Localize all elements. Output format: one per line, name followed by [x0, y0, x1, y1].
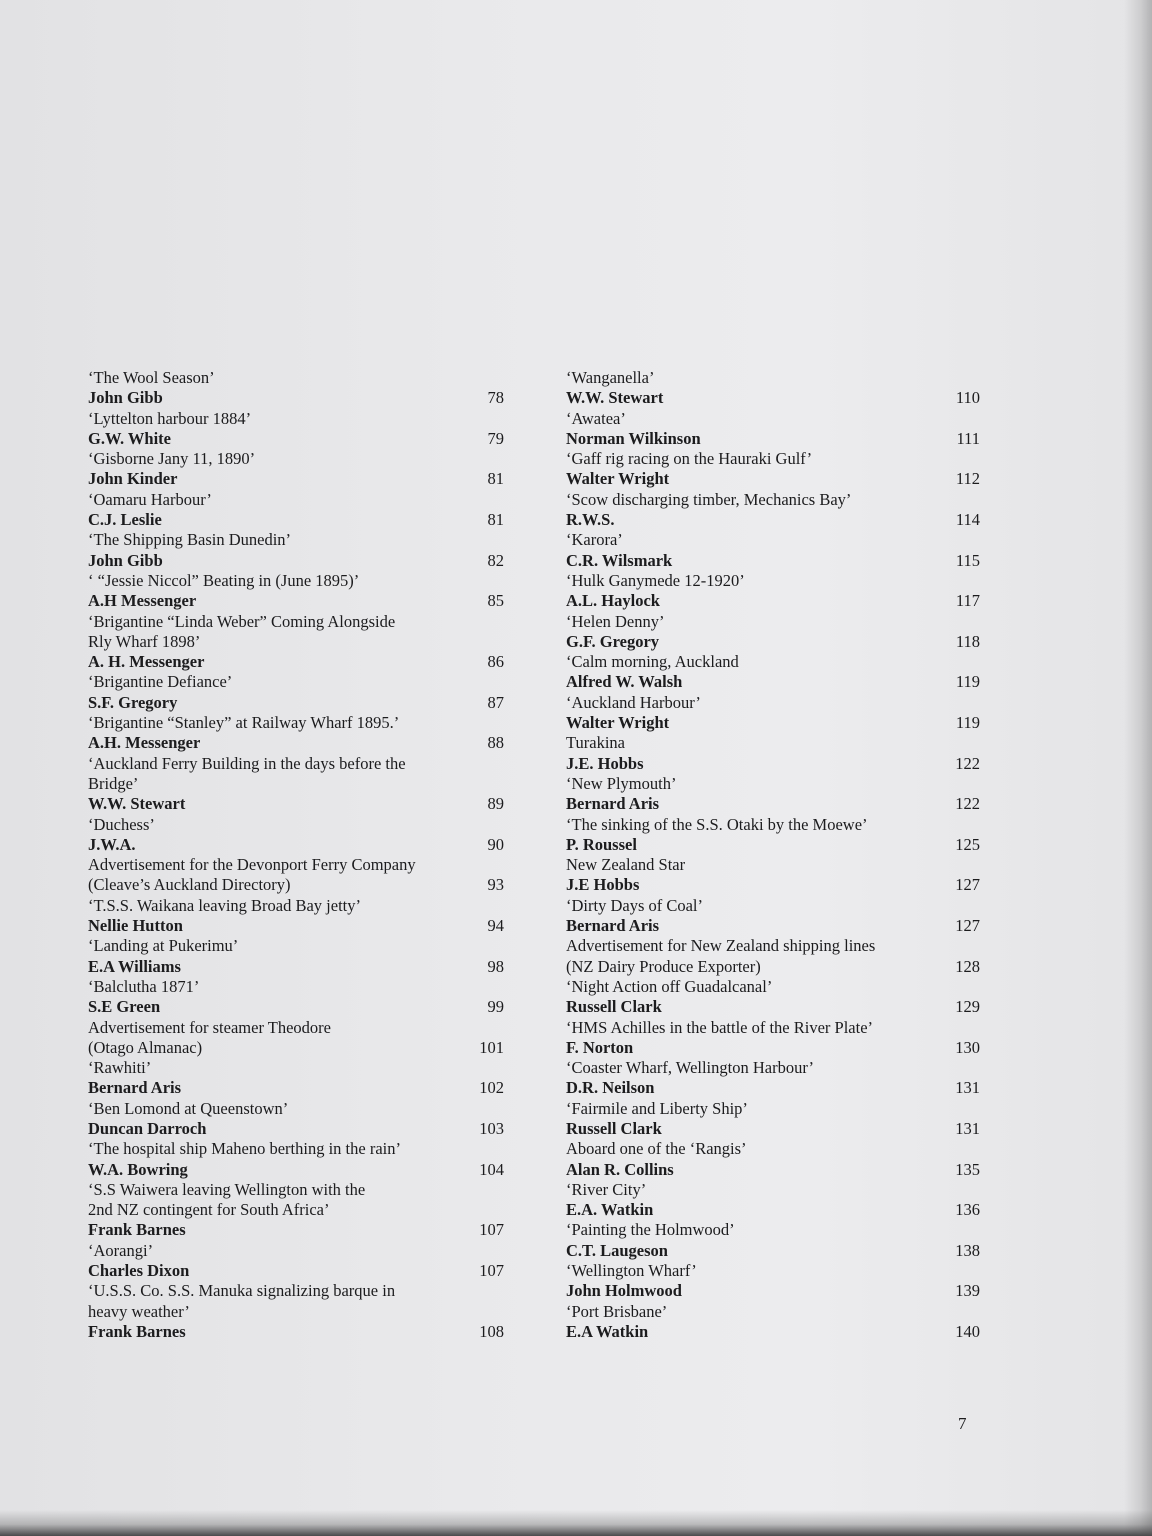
artwork-title: ‘River City’: [566, 1179, 647, 1199]
title-entry: [566, 652, 980, 672]
artist-name: C.T. Laugeson: [566, 1240, 668, 1260]
artist-name: C.R. Wilsmark: [566, 550, 673, 570]
artist-name: P. Roussel: [566, 834, 637, 854]
artist-entry: [566, 875, 980, 895]
artist-name: Alfred W. Walsh: [566, 672, 683, 692]
artwork-title: ‘Coaster Wharf, Wellington Harbour’: [566, 1058, 814, 1078]
artist-name: John Gibb: [88, 388, 163, 408]
artist-entry: [566, 1281, 980, 1301]
artist-name: Walter Wright: [566, 469, 670, 489]
artist-entry: [88, 1220, 504, 1240]
page-ref: 79: [487, 428, 504, 448]
artwork-title: ‘Port Brisbane’: [566, 1301, 668, 1321]
title-entry: [88, 1099, 504, 1119]
artist-entry: [566, 754, 980, 774]
page-number: 7: [958, 1414, 967, 1433]
page-ref: 90: [487, 834, 504, 854]
title-entry: [566, 1261, 980, 1281]
artist-entry: [566, 551, 980, 571]
title-entry: [88, 754, 504, 774]
artist-name: Bernard Aris: [88, 1078, 182, 1098]
page-ref: 93: [487, 875, 504, 895]
title-entry: [88, 530, 504, 550]
artwork-title: ‘Scow discharging timber, Mechanics Bay’: [566, 489, 852, 509]
artist-entry: [88, 997, 504, 1017]
artist-entry: [566, 1119, 980, 1139]
artwork-title: New Zealand Star: [566, 855, 686, 875]
page-ref: 114: [955, 510, 980, 530]
artist-entry: [566, 591, 980, 611]
page-ref: 127: [955, 875, 980, 895]
page-ref: 117: [955, 591, 980, 611]
page-ref: 82: [487, 550, 504, 570]
artist-name: Bernard Aris: [566, 794, 660, 814]
title-entry: [88, 1241, 504, 1261]
title-entry: [88, 815, 504, 835]
page-ref: 101: [479, 1037, 504, 1057]
artist-entry: [88, 1322, 504, 1342]
title-entry: [88, 1302, 504, 1322]
artist-entry: [88, 733, 504, 753]
page-ref: 107: [479, 1220, 504, 1240]
artwork-title: ‘Lyttelton harbour 1884’: [88, 408, 252, 428]
artist-name: Russell Clark: [566, 1118, 662, 1138]
artist-name: C.J. Leslie: [88, 510, 162, 530]
page-ref: 136: [955, 1200, 980, 1220]
artist-name: R.W.S.: [566, 510, 615, 530]
page-ref: 135: [955, 1159, 980, 1179]
artist-name: Duncan Darroch: [88, 1118, 207, 1138]
page-ref: 99: [487, 997, 504, 1017]
page-ref: 122: [955, 753, 980, 773]
artwork-title: ‘Ben Lomond at Queenstown’: [88, 1098, 289, 1118]
artist-entry: [566, 388, 980, 408]
page-ref: 98: [487, 956, 504, 976]
title-entry: [566, 1302, 980, 1322]
page-ref: 102: [479, 1078, 504, 1098]
artwork-title: Turakina: [566, 733, 625, 753]
page-ref: 78: [487, 388, 504, 408]
title-entry: [566, 855, 980, 875]
artwork-title: ‘Fairmile and Liberty Ship’: [566, 1098, 748, 1118]
title-entry: [88, 1281, 504, 1301]
title-entry: [88, 612, 504, 632]
page-ref: 125: [955, 834, 980, 854]
title-entry: [566, 957, 980, 977]
artwork-title: ‘Aorangi’: [88, 1240, 154, 1260]
title-entry: [88, 571, 504, 591]
page-ref: 89: [487, 794, 504, 814]
page-ref: 112: [955, 469, 980, 489]
title-entry: [88, 1139, 504, 1159]
artwork-title: ‘Auckland Harbour’: [566, 692, 701, 712]
artwork-title: ‘Duchess’: [88, 814, 155, 834]
artwork-title: ‘T.S.S. Waikana leaving Broad Bay jetty’: [88, 895, 361, 915]
page-ref: 131: [955, 1078, 980, 1098]
artist-name: J.W.A.: [88, 834, 136, 854]
artist-name: A. H. Messenger: [88, 652, 205, 672]
page-ref: 87: [487, 692, 504, 712]
page-ref: 128: [955, 956, 980, 976]
artist-name: A.H Messenger: [88, 591, 197, 611]
artwork-title: Advertisement for steamer Theodore: [88, 1017, 331, 1037]
artwork-title: ‘The Wool Season’: [88, 368, 215, 387]
artwork-title: ‘The sinking of the S.S. Otaki by the Moewe’: [566, 814, 868, 834]
artist-entry: [566, 1322, 980, 1342]
artist-entry: [566, 1078, 980, 1098]
title-entry: [88, 1180, 504, 1200]
artwork-title: ‘Brigantine Defiance’: [88, 672, 233, 692]
title-entry: [566, 774, 980, 794]
artist-name: E.A. Watkin: [566, 1200, 654, 1220]
artwork-title: ‘Auckland Ferry Building in the days before the: [88, 753, 406, 773]
page-ref: 108: [479, 1321, 504, 1341]
artist-name: John Holmwood: [566, 1281, 682, 1301]
artist-name: A.L. Haylock: [566, 591, 660, 611]
page-ref: 107: [479, 1261, 504, 1281]
artist-entry: [88, 835, 504, 855]
artist-name: Walter Wright: [566, 713, 670, 733]
title-entry: [566, 733, 980, 753]
artist-name: G.F. Gregory: [566, 631, 660, 651]
title-entry: [88, 1200, 504, 1220]
artwork-title: Aboard one of the ‘Rangis’: [566, 1139, 747, 1159]
artist-entry: [88, 551, 504, 571]
artist-entry: [566, 1160, 980, 1180]
artist-entry: [566, 632, 980, 652]
artwork-title: ‘Wanganella’: [566, 368, 655, 387]
page-ref: 104: [479, 1159, 504, 1179]
title-entry: [88, 490, 504, 510]
artist-name: J.E. Hobbs: [566, 753, 644, 773]
artist-name: Alan R. Collins: [566, 1159, 674, 1179]
artwork-title: ‘Hulk Ganymede 12-1920’: [566, 570, 745, 590]
artwork-title: ‘New Plymouth’: [566, 773, 677, 793]
artist-entry: [566, 469, 980, 489]
artwork-title: ‘Landing at Pukerimu’: [88, 936, 239, 956]
title-entry: [566, 1058, 980, 1078]
page-ref: 119: [955, 713, 980, 733]
artwork-title: (NZ Dairy Produce Exporter): [566, 956, 761, 976]
artwork-title: Bridge’: [88, 773, 139, 793]
title-entry: [566, 936, 980, 956]
artwork-title: ‘Gaff rig racing on the Hauraki Gulf’: [566, 449, 813, 469]
title-entry: [88, 875, 504, 895]
artist-name: G.W. White: [88, 428, 171, 448]
title-entry: [566, 571, 980, 591]
title-entry: [566, 1220, 980, 1240]
artist-name: S.F. Gregory: [88, 692, 178, 712]
title-entry: [566, 530, 980, 550]
artwork-title: ‘The Shipping Basin Dunedin’: [88, 530, 292, 550]
artwork-title: ‘S.S Waiwera leaving Wellington with the: [88, 1179, 366, 1199]
artwork-title: Advertisement for the Devonport Ferry Company: [88, 855, 416, 875]
artist-name: Russell Clark: [566, 997, 662, 1017]
title-entry: [88, 632, 504, 652]
title-entry: [566, 815, 980, 835]
title-entry: [566, 977, 980, 997]
artist-name: E.A Williams: [88, 956, 181, 976]
title-entry: [88, 713, 504, 733]
artist-name: John Kinder: [88, 469, 178, 489]
artist-entry: [88, 1078, 504, 1098]
title-entry: [566, 1180, 980, 1200]
page-ref: 119: [955, 672, 980, 692]
title-entry: [88, 1038, 504, 1058]
artist-entry: [88, 794, 504, 814]
artist-entry: [566, 916, 980, 936]
title-entry: [88, 672, 504, 692]
artwork-title: ‘Calm morning, Auckland: [566, 652, 739, 672]
artwork-title: ‘Brigantine “Linda Weber” Coming Alongside: [88, 611, 396, 631]
page-ref: 88: [487, 733, 504, 753]
artist-entry: [566, 1200, 980, 1220]
page-bottom-edge: [0, 1510, 1152, 1536]
artist-entry: [88, 510, 504, 530]
artist-name: W.W. Stewart: [88, 794, 186, 814]
page-ref: 85: [487, 591, 504, 611]
artwork-title: ‘Rawhiti’: [88, 1058, 152, 1078]
artwork-title: ‘HMS Achilles in the battle of the River Plate’: [566, 1017, 874, 1037]
title-entry: [88, 855, 504, 875]
artwork-title: Advertisement for New Zealand shipping lines: [566, 936, 876, 956]
page-ref: 118: [955, 631, 980, 651]
title-entry: [88, 936, 504, 956]
page-ref: 103: [479, 1118, 504, 1138]
artwork-title: ‘Helen Denny’: [566, 611, 665, 631]
title-entry: [88, 449, 504, 469]
title-entry: [566, 368, 980, 388]
artist-name: Frank Barnes: [88, 1321, 186, 1341]
artist-entry: [88, 957, 504, 977]
artist-name: Bernard Aris: [566, 916, 660, 936]
artwork-title: (Cleave’s Auckland Directory): [88, 875, 291, 895]
title-entry: [566, 896, 980, 916]
page-ref: 140: [955, 1321, 980, 1341]
artist-entry: [566, 429, 980, 449]
title-entry: [88, 1058, 504, 1078]
artist-entry: [566, 794, 980, 814]
artwork-title: ‘Brigantine “Stanley” at Railway Wharf 1895.’: [88, 713, 400, 733]
artist-name: S.E Green: [88, 997, 161, 1017]
artwork-title: ‘Balclutha 1871’: [88, 976, 200, 996]
artist-entry: [88, 591, 504, 611]
artist-name: W.W. Stewart: [566, 388, 664, 408]
artist-entry: [88, 388, 504, 408]
artist-entry: [88, 1119, 504, 1139]
artist-entry: [566, 510, 980, 530]
page-ref: 81: [487, 510, 504, 530]
artwork-title: ‘Dirty Days of Coal’: [566, 895, 704, 915]
artwork-title: Rly Wharf 1898’: [88, 631, 201, 651]
artist-name: F. Norton: [566, 1037, 634, 1057]
title-entry: [88, 896, 504, 916]
page-ref: 138: [955, 1240, 980, 1260]
page-ref: 111: [956, 428, 980, 448]
artwork-title: ‘Awatea’: [566, 408, 626, 428]
artist-entry: [88, 1160, 504, 1180]
artwork-title: ‘U.S.S. Co. S.S. Manuka signalizing barque in: [88, 1281, 396, 1301]
artist-entry: [566, 1038, 980, 1058]
title-entry: [88, 368, 504, 388]
page-ref: 86: [487, 652, 504, 672]
artwork-title: ‘Gisborne Jany 11, 1890’: [88, 449, 256, 469]
artwork-title: ‘Oamaru Harbour’: [88, 489, 212, 509]
artwork-title: heavy weather’: [88, 1301, 190, 1321]
artwork-title: ‘ “Jessie Niccol” Beating in (June 1895)’: [88, 570, 360, 590]
page-ref: 127: [955, 916, 980, 936]
artist-entry: [566, 1241, 980, 1261]
page-ref: 139: [955, 1281, 980, 1301]
artist-entry: [566, 835, 980, 855]
title-entry: [566, 1139, 980, 1159]
artist-name: E.A Watkin: [566, 1321, 649, 1341]
artist-name: D.R. Neilson: [566, 1078, 655, 1098]
artwork-title: ‘The hospital ship Maheno berthing in the rain’: [88, 1139, 401, 1159]
artist-entry: [88, 652, 504, 672]
title-entry: [88, 409, 504, 429]
title-entry: [566, 1018, 980, 1038]
artist-entry: [88, 916, 504, 936]
artist-entry: [88, 693, 504, 713]
artwork-title: 2nd NZ contingent for South Africa’: [88, 1200, 330, 1220]
artist-name: A.H. Messenger: [88, 733, 201, 753]
artist-entry: [88, 429, 504, 449]
artist-name: J.E Hobbs: [566, 875, 640, 895]
page-ref: 110: [955, 388, 980, 408]
title-entry: [566, 612, 980, 632]
title-entry: [88, 977, 504, 997]
title-entry: [566, 490, 980, 510]
artwork-title: ‘Wellington Wharf’: [566, 1261, 697, 1281]
title-entry: [88, 774, 504, 794]
artist-name: John Gibb: [88, 550, 163, 570]
artist-name: Norman Wilkinson: [566, 428, 701, 448]
artist-name: Charles Dixon: [88, 1261, 190, 1281]
title-entry: [566, 1099, 980, 1119]
title-entry: [566, 409, 980, 429]
right-index-column: [566, 368, 980, 1342]
title-entry: [566, 449, 980, 469]
page-ref: 130: [955, 1037, 980, 1057]
artist-entry: [566, 713, 980, 733]
left-index-column: [88, 368, 504, 1342]
artist-name: Frank Barnes: [88, 1220, 186, 1240]
artwork-title: ‘Painting the Holmwood’: [566, 1220, 735, 1240]
artist-name: Nellie Hutton: [88, 916, 183, 936]
artwork-title: ‘Night Action off Guadalcanal’: [566, 976, 773, 996]
page-ref: 122: [955, 794, 980, 814]
page-ref: 131: [955, 1118, 980, 1138]
artwork-title: ‘Karora’: [566, 530, 623, 550]
artist-entry: [88, 1261, 504, 1281]
title-entry: [566, 693, 980, 713]
page-ref: 94: [487, 916, 504, 936]
artist-entry: [88, 469, 504, 489]
artist-entry: [566, 997, 980, 1017]
artist-name: W.A. Bowring: [88, 1159, 188, 1179]
title-entry: [88, 1018, 504, 1038]
page-ref: 81: [487, 469, 504, 489]
page-ref: 115: [955, 550, 980, 570]
page-edge-shadow: [1124, 0, 1152, 1536]
artist-entry: [566, 672, 980, 692]
artwork-title: (Otago Almanac): [88, 1037, 203, 1057]
page-ref: 129: [955, 997, 980, 1017]
